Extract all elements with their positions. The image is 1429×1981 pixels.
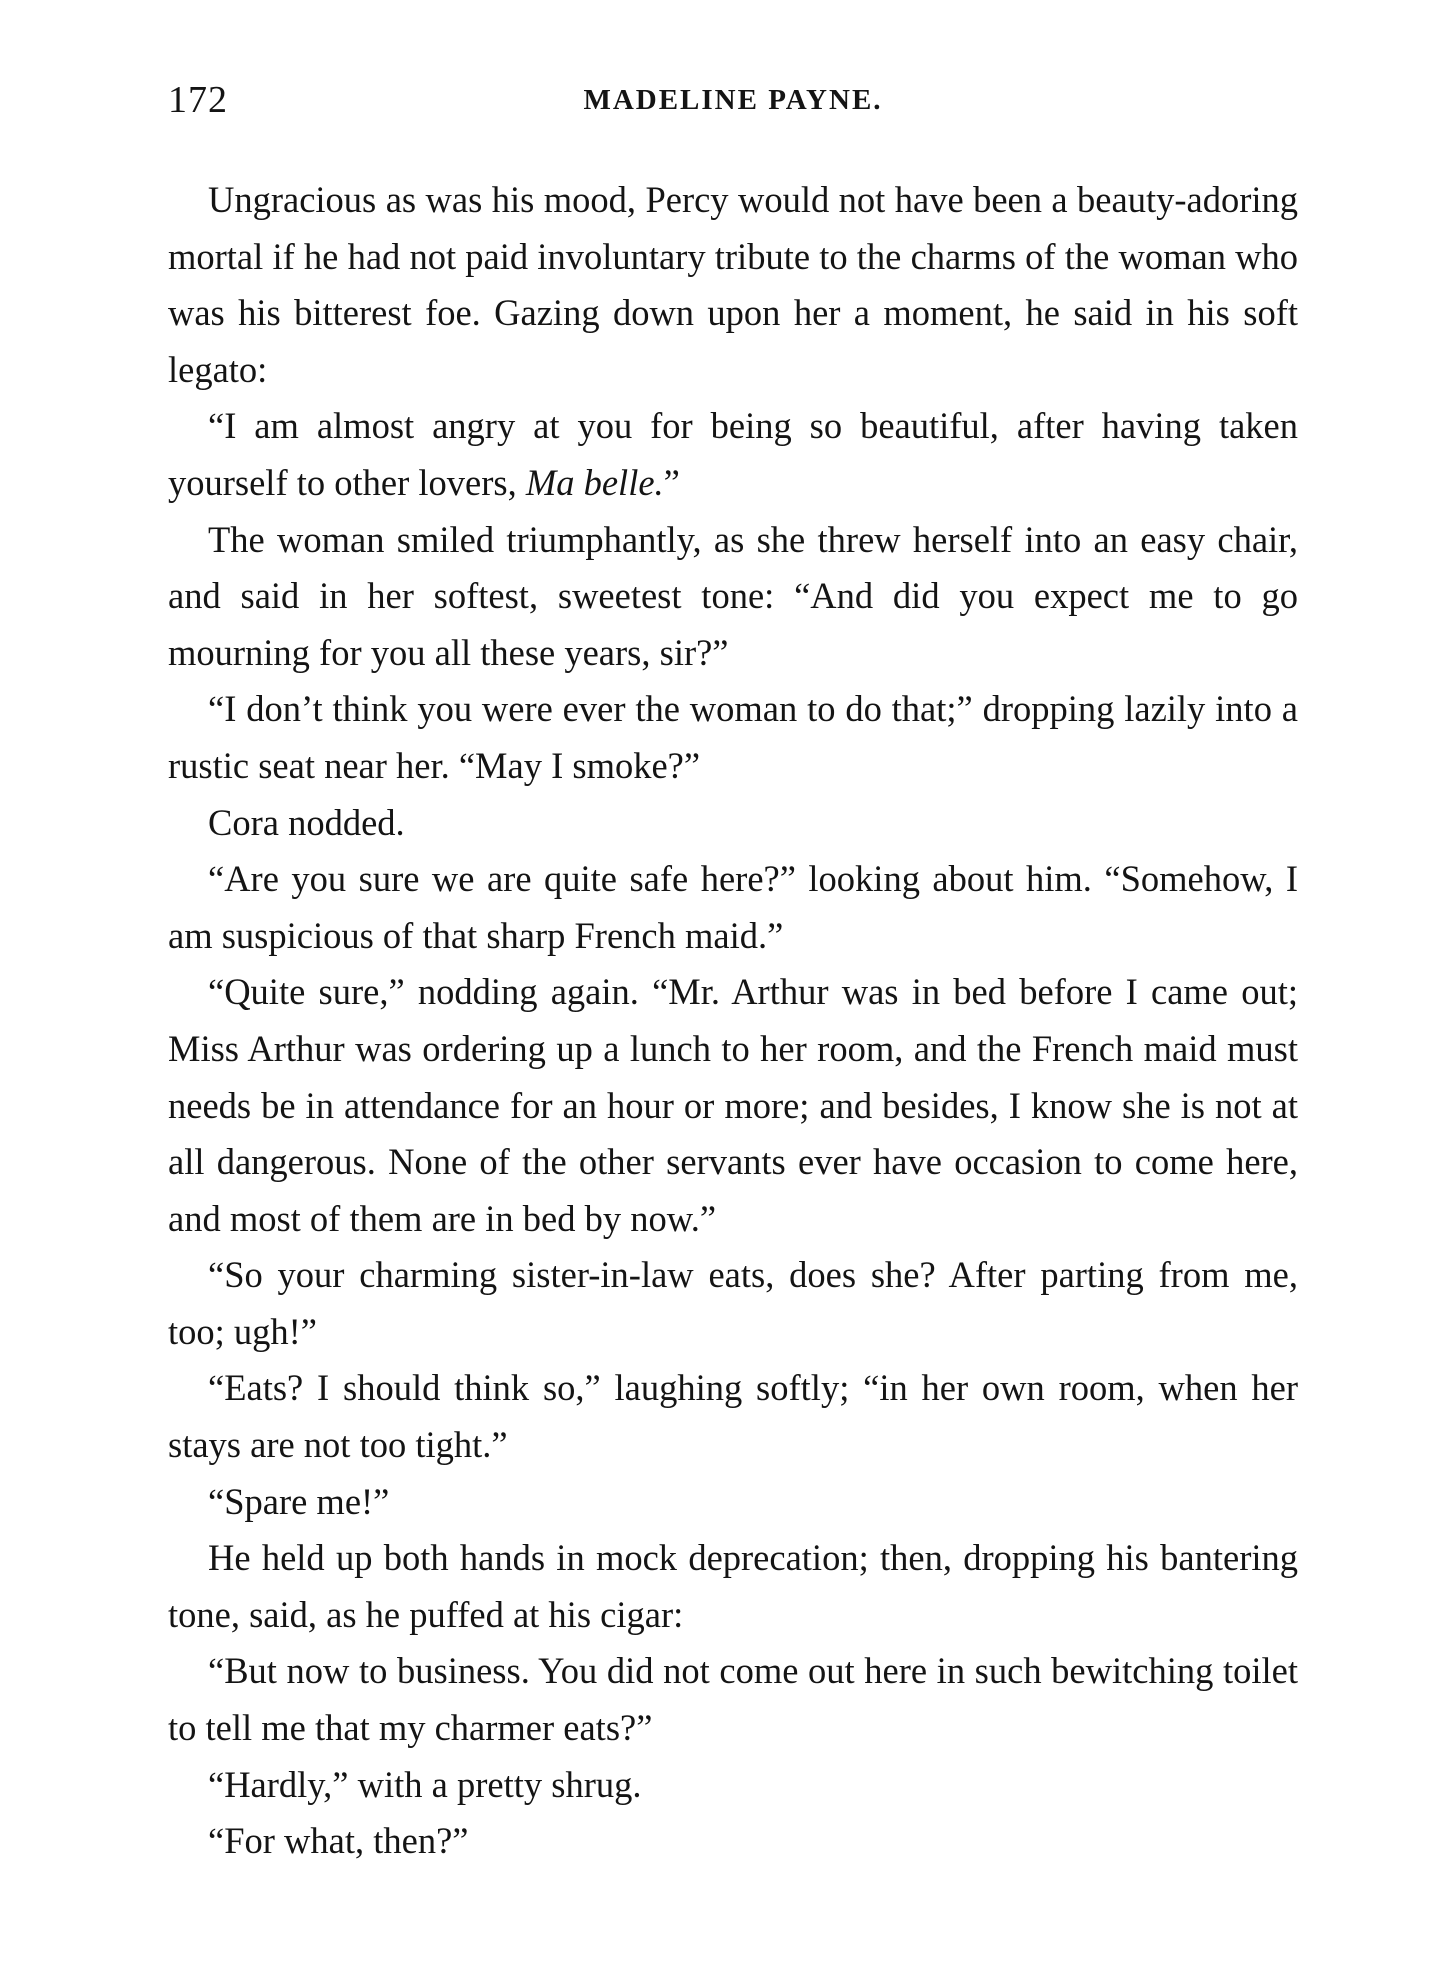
- paragraph-13: “Hardly,” with a pretty shrug.: [208, 1763, 642, 1805]
- running-title: MADELINE PAYNE.: [583, 84, 883, 116]
- paragraph-6: “Are you sure we are quite safe here?” looking about him. “Somehow, I am suspicious of that sharp French maid.”: [168, 858, 1298, 956]
- running-head: [168, 78, 1298, 128]
- paragraph-7: “Quite sure,” nodding again. “Mr. Arthur was in bed before I came out; Miss Arthur was ordering up a lunch to her room, and the French maid must needs be in attendance for an hour or more; and besides, I know she is not at all dangerous. None of the other servants ever have occasion to come here, and most of them are in bed by now.”: [168, 971, 1298, 1239]
- paragraph-1: Ungracious as was his mood, Percy would not have been a beauty-adoring mortal if he had not paid involuntary tribute to the charms of the woman who was his bitterest foe. Gazing down upon her a moment, he said in his soft legato:: [168, 179, 1298, 390]
- paragraph-4: “I don’t think you were ever the woman to do that;” dropping lazily into a rustic seat near her. “May I smoke?”: [168, 688, 1298, 786]
- paragraph-10: “Spare me!”: [208, 1480, 390, 1522]
- body-text: [168, 172, 1298, 1870]
- paragraph-5: Cora nodded.: [208, 801, 405, 843]
- paragraph-14: “For what, then?”: [208, 1820, 469, 1862]
- page-number: 172: [168, 79, 228, 121]
- paragraph-11: He held up both hands in mock deprecation; then, dropping his bantering tone, said, as he puffed at his cigar:: [168, 1537, 1298, 1635]
- paragraph-12: “But now to business. You did not come out here in such bewitching toilet to tell me that my charmer eats?”: [168, 1650, 1298, 1749]
- paragraph-2-text: “I am almost angry at you for being so beautiful, after having taken yourself to other lovers,: [168, 405, 1298, 503]
- paragraph-9: “Eats? I should think so,” laughing softly; “in her own room, when her stays are not too tight.”: [168, 1367, 1298, 1466]
- italic-phrase: Ma belle.: [525, 461, 664, 503]
- paragraph-8: “So your charming sister-in-law eats, does she? After parting from me, too; ugh!”: [168, 1254, 1298, 1352]
- paragraph-3: The woman smiled triumphantly, as she threw herself into an easy chair, and said in her softest, sweetest tone: “And did you expect me to go mourning for you all these years, sir?”: [168, 518, 1298, 673]
- closing-quote: ”: [663, 461, 680, 503]
- paragraph-2: [168, 398, 1298, 511]
